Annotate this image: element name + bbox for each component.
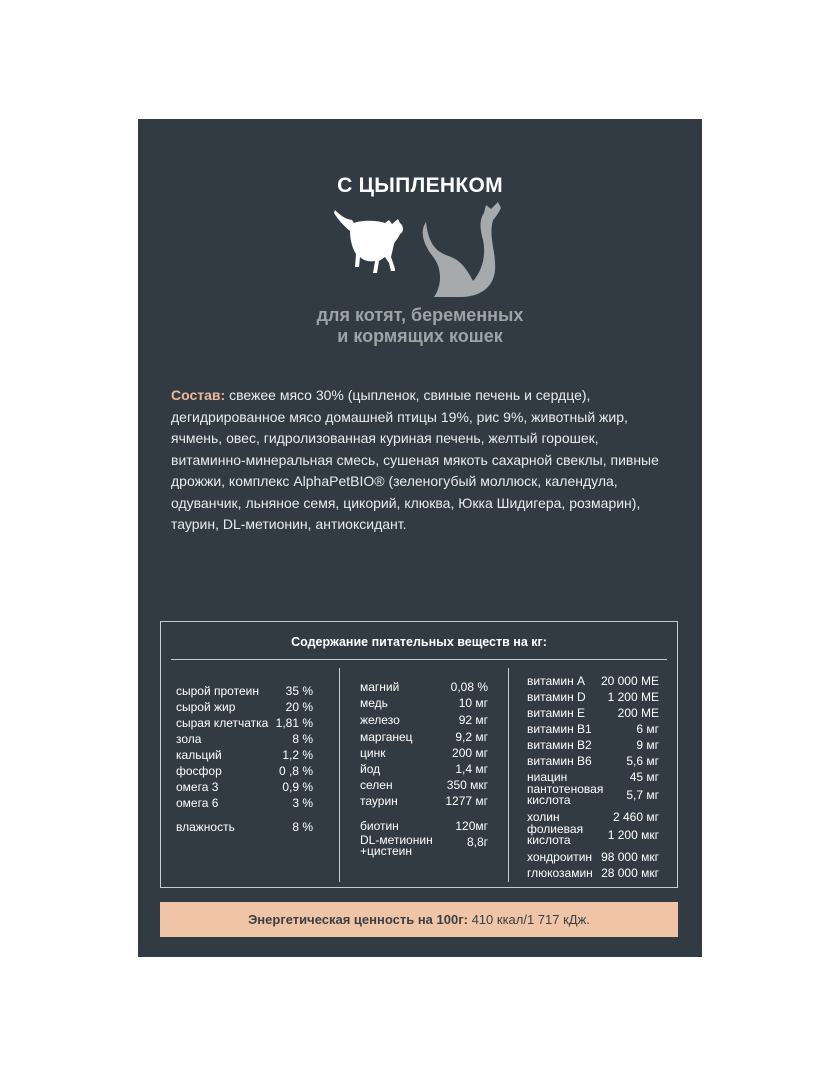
nutrient-value: 1,81 % [275, 716, 313, 730]
nutrients-title: Содержание питательных веществ на кг: [291, 635, 547, 649]
nutrient-name: кальций [176, 748, 222, 762]
nutrient-row [176, 716, 313, 731]
nutrient-row [360, 778, 488, 793]
nutrient-row [360, 746, 488, 761]
nutrient-value: 1 200 мкг [607, 828, 659, 842]
nutrient-value: 1,4 мг [455, 762, 488, 776]
energy-value: 410 ккал/1 717 кДж. [467, 912, 590, 927]
divider [508, 668, 509, 882]
nutrient-name: DL-метионин +цистеин [360, 833, 433, 858]
nutrient-name: зола [176, 732, 202, 746]
nutrient-row [360, 680, 488, 695]
nutrient-value: 120мг [455, 819, 488, 833]
nutrient-row [176, 732, 313, 747]
nutrient-name: магний [360, 680, 400, 694]
nutrient-value: 45 мг [629, 770, 659, 784]
nutrient-name: омега 6 [176, 796, 219, 810]
nutrient-name: биотин [360, 819, 399, 833]
kitten-icon [334, 210, 403, 273]
energy-label: Энергетическая ценность на 100г: [248, 912, 468, 927]
nutrient-value: 2 460 мг [613, 810, 659, 824]
nutrient-name: витамин А [527, 674, 586, 688]
nutrient-row [527, 706, 659, 721]
nutrient-value: 3 % [292, 796, 313, 810]
nutrient-row [360, 835, 488, 859]
nutrient-row [527, 824, 659, 846]
nutrient-row [176, 796, 313, 811]
nutrient-row [360, 762, 488, 777]
nutrients-table [160, 621, 678, 888]
nutrient-row [176, 780, 313, 795]
nutrient-row [176, 748, 313, 763]
nutrient-row [527, 690, 659, 705]
nutrient-row [527, 738, 659, 753]
divider [339, 668, 340, 882]
nutrient-name: ниацин [527, 770, 568, 784]
nutrient-value: 98 000 мкг [601, 850, 659, 864]
nutrient-row [360, 696, 488, 711]
nutrient-name: глюкозамин [527, 866, 593, 880]
nutrient-value: 1 200 МЕ [607, 690, 659, 704]
nutrient-row [527, 850, 659, 865]
nutrient-value: 6 мг [636, 722, 659, 736]
nutrient-row [527, 784, 659, 806]
nutrient-value: 8 % [292, 820, 313, 834]
nutrient-value: 5,7 мг [626, 788, 659, 802]
nutrient-value: 0,9 % [282, 780, 313, 794]
nutrient-name: медь [360, 696, 388, 710]
nutrient-name: витамин В6 [527, 754, 592, 768]
nutrient-row [360, 819, 488, 834]
nutrient-value: 20 000 МЕ [600, 674, 659, 688]
nutrient-row [360, 713, 488, 728]
nutrient-name: хондроитин [527, 850, 593, 864]
nutrient-value: 20 % [285, 700, 313, 714]
nutrient-value: 92 мг [458, 713, 488, 727]
nutrient-value: 9 мг [636, 738, 659, 752]
nutrient-row [527, 866, 659, 881]
composition-text [171, 385, 671, 536]
subtitle-line: и кормящих кошек [337, 326, 503, 346]
nutrient-value: 8 % [292, 732, 313, 746]
nutrient-row [360, 794, 488, 809]
nutrient-row [527, 754, 659, 769]
nutrient-value: 9,2 мг [455, 730, 488, 744]
package-back-panel [138, 119, 702, 957]
nutrient-name: витамин Е [527, 706, 586, 720]
divider [171, 659, 667, 660]
nutrient-name: холин [527, 810, 560, 824]
product-title: С ЦЫПЛЕНКОМ [337, 174, 503, 197]
nutrient-value: 0,08 % [450, 680, 488, 694]
nutrient-row [176, 820, 313, 835]
nutrient-name: цинк [360, 746, 386, 760]
nutrient-value: 28 000 мкг [601, 866, 659, 880]
nutrient-name: пантотеновая кислота [527, 782, 604, 807]
nutrient-value: 1277 мг [445, 794, 488, 808]
nutrient-value: 10 мг [458, 696, 488, 710]
nutrient-value: 35 % [285, 684, 313, 698]
cat-icon [423, 202, 501, 297]
nutrient-name: сырая клетчатка [176, 716, 269, 730]
nutrient-name: витамин D [527, 690, 586, 704]
nutrient-value: 350 мкг [446, 778, 488, 792]
nutrient-name: омега 3 [176, 780, 219, 794]
nutrient-name: селен [360, 778, 393, 792]
nutrient-name: влажность [176, 820, 235, 834]
subtitle-line: для котят, беременных [316, 305, 524, 325]
nutrient-name: сырой протеин [176, 684, 259, 698]
nutrient-name: таурин [360, 794, 398, 808]
cats-illustration [333, 201, 513, 301]
nutrient-row [527, 674, 659, 689]
nutrient-value: 8,8г [466, 835, 488, 849]
nutrient-name: сырой жир [176, 700, 236, 714]
nutrient-row [360, 730, 488, 745]
nutrient-row [527, 722, 659, 737]
nutrient-value: 0 ,8 % [278, 764, 313, 778]
nutrient-row [176, 764, 313, 779]
composition-ingredients: свежее мясо 30% (цыпленок, свиные печень и сердце), дегидрированное мясо домашней птицы 19%, рис 9%, животный жир, ячмень, овес, гидролизованная куриная печень, желтый горошек, витаминно-минеральная смесь, сушеная мякоть сахарной свеклы, пивные дрожжи, комплекс AlphaPetBIO® (зеленогубый моллюск, календула, одуванчик, льняное семя, цикорий, клюква, Юкка Шидигера, розмарин), таурин, DL-метионин, антиоксидант. [171, 387, 659, 532]
nutrient-name: фолиевая кислота [527, 822, 584, 847]
nutrient-name: витамин В2 [527, 738, 592, 752]
nutrient-value: 5,6 мг [626, 754, 659, 768]
product-subtitle [138, 305, 702, 347]
nutrient-name: фосфор [176, 764, 222, 778]
nutrient-value: 200 мг [452, 746, 488, 760]
nutrient-row [176, 700, 313, 715]
nutrient-name: йод [360, 762, 381, 776]
nutrient-row [176, 684, 313, 699]
nutrient-value: 200 МЕ [617, 706, 659, 720]
nutrient-name: витамин В1 [527, 722, 592, 736]
nutrient-value: 1,2 % [282, 748, 313, 762]
nutrient-name: марганец [360, 730, 413, 744]
composition-label: Состав: [171, 387, 226, 403]
nutrient-name: железо [360, 713, 400, 727]
energy-value-bar [160, 902, 678, 937]
